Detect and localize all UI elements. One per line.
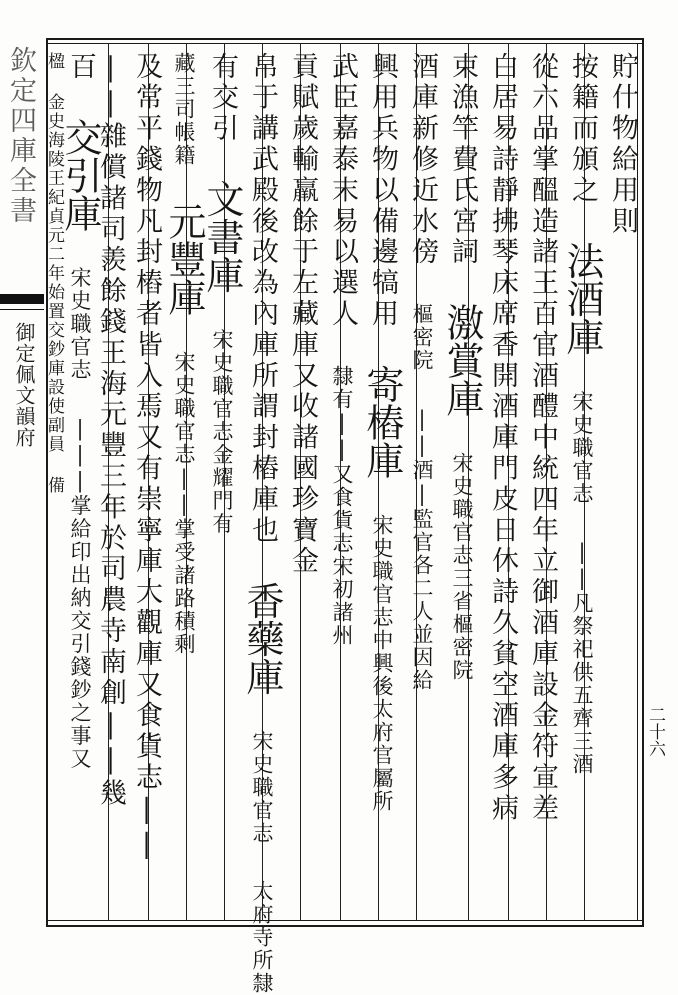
column-text: ||凡祭祀供五齊三酒 [570, 540, 594, 777]
column-text: 太府寺所隸 [250, 880, 274, 995]
top-border [48, 38, 644, 40]
column-text: 及常平錢物凡封樁者皆入焉又有崇寧庫大觀庫又食貨志|| [131, 52, 162, 864]
column-text: 貢賦歲輸羸餘于左藏庫又收諸國珍寶金 [287, 52, 318, 578]
source-citation: 宋史職官志中興後太府官屬所 [370, 513, 394, 813]
page-number: 二十六 [645, 706, 665, 757]
entry-headword: 激賞庫 [440, 303, 484, 418]
column-text: |||掌給印出納交引錢鈔之事又 [68, 416, 92, 771]
text-column-16 [44, 52, 64, 916]
column-text: ||酒|監官各二人並因給 [410, 407, 434, 693]
source-citation: 宋史職官志||掌受諸路積剩 [172, 350, 196, 656]
column-text: 按籍而頒之 [567, 52, 598, 207]
bottom-border-inner [48, 920, 644, 921]
source-citation: 宋史職官志金耀門有 [210, 328, 234, 536]
column-text: 興用兵物以備邊犒用 [367, 52, 398, 331]
column-text: 酒庫新修近水傍 [407, 52, 438, 269]
entry-headword: 元豐庫 [162, 201, 206, 316]
column-text: 有交引 [207, 52, 238, 145]
column-text: ||雜償諸司羨餘錢王海元豐三年於司農寺南創||幾 [95, 52, 126, 810]
column-text: 貯什物給用則 [607, 52, 638, 238]
top-border-inner [48, 43, 644, 44]
column-text: 樞密院 [410, 303, 434, 373]
entry-headword: 交引庫 [58, 117, 102, 232]
entry-headword: 法酒庫 [560, 241, 604, 356]
fishtail-mark [0, 294, 44, 304]
fishtail-line [0, 309, 44, 310]
column-text: 藏三司帳籍 [172, 52, 196, 167]
entry-headword: 文書庫 [200, 179, 244, 294]
column-text: 白居易詩靜拂琴床席香開酒庫門皮日休詩久貧空酒庫多病 [487, 52, 518, 825]
column-text: 隸有||又食貨志宋初諸州 [330, 365, 354, 648]
source-citation: 宋史職官志 [68, 266, 92, 382]
source-citation: 宋史職官志 [250, 730, 274, 846]
source-citation: 宋史職官志 [570, 390, 594, 506]
column-text: 百 [65, 52, 96, 83]
column-text: 帛于講武殿後改為內庫所謂封樁庫也 [247, 52, 278, 547]
column-text: 從六品掌醞造諸王百官酒醴中統四年立御酒庫設金符宣差 [527, 52, 558, 825]
column-text: 金史海陵王紀貞元二年始置交鈔庫設使副員 [44, 93, 64, 454]
banxin-strip [0, 38, 48, 927]
column-text: 束漁竿費氏宮詞 [447, 52, 478, 269]
column-text: 武臣嘉泰末易以選人 [327, 52, 358, 331]
entry-headword: 寄樁庫 [360, 365, 404, 480]
banxin-subtitle: 御定佩文韻府 [12, 322, 36, 448]
entry-headword: 備 [44, 476, 64, 495]
entry-headword: 香藥庫 [240, 581, 284, 696]
source-citation: 宋史職官志三省樞密院 [450, 452, 474, 683]
column-text: 楹 [44, 52, 64, 71]
bottom-border [48, 925, 644, 927]
text-column-15 [58, 52, 106, 916]
banxin-title: 欽定四庫全書 [5, 46, 36, 226]
